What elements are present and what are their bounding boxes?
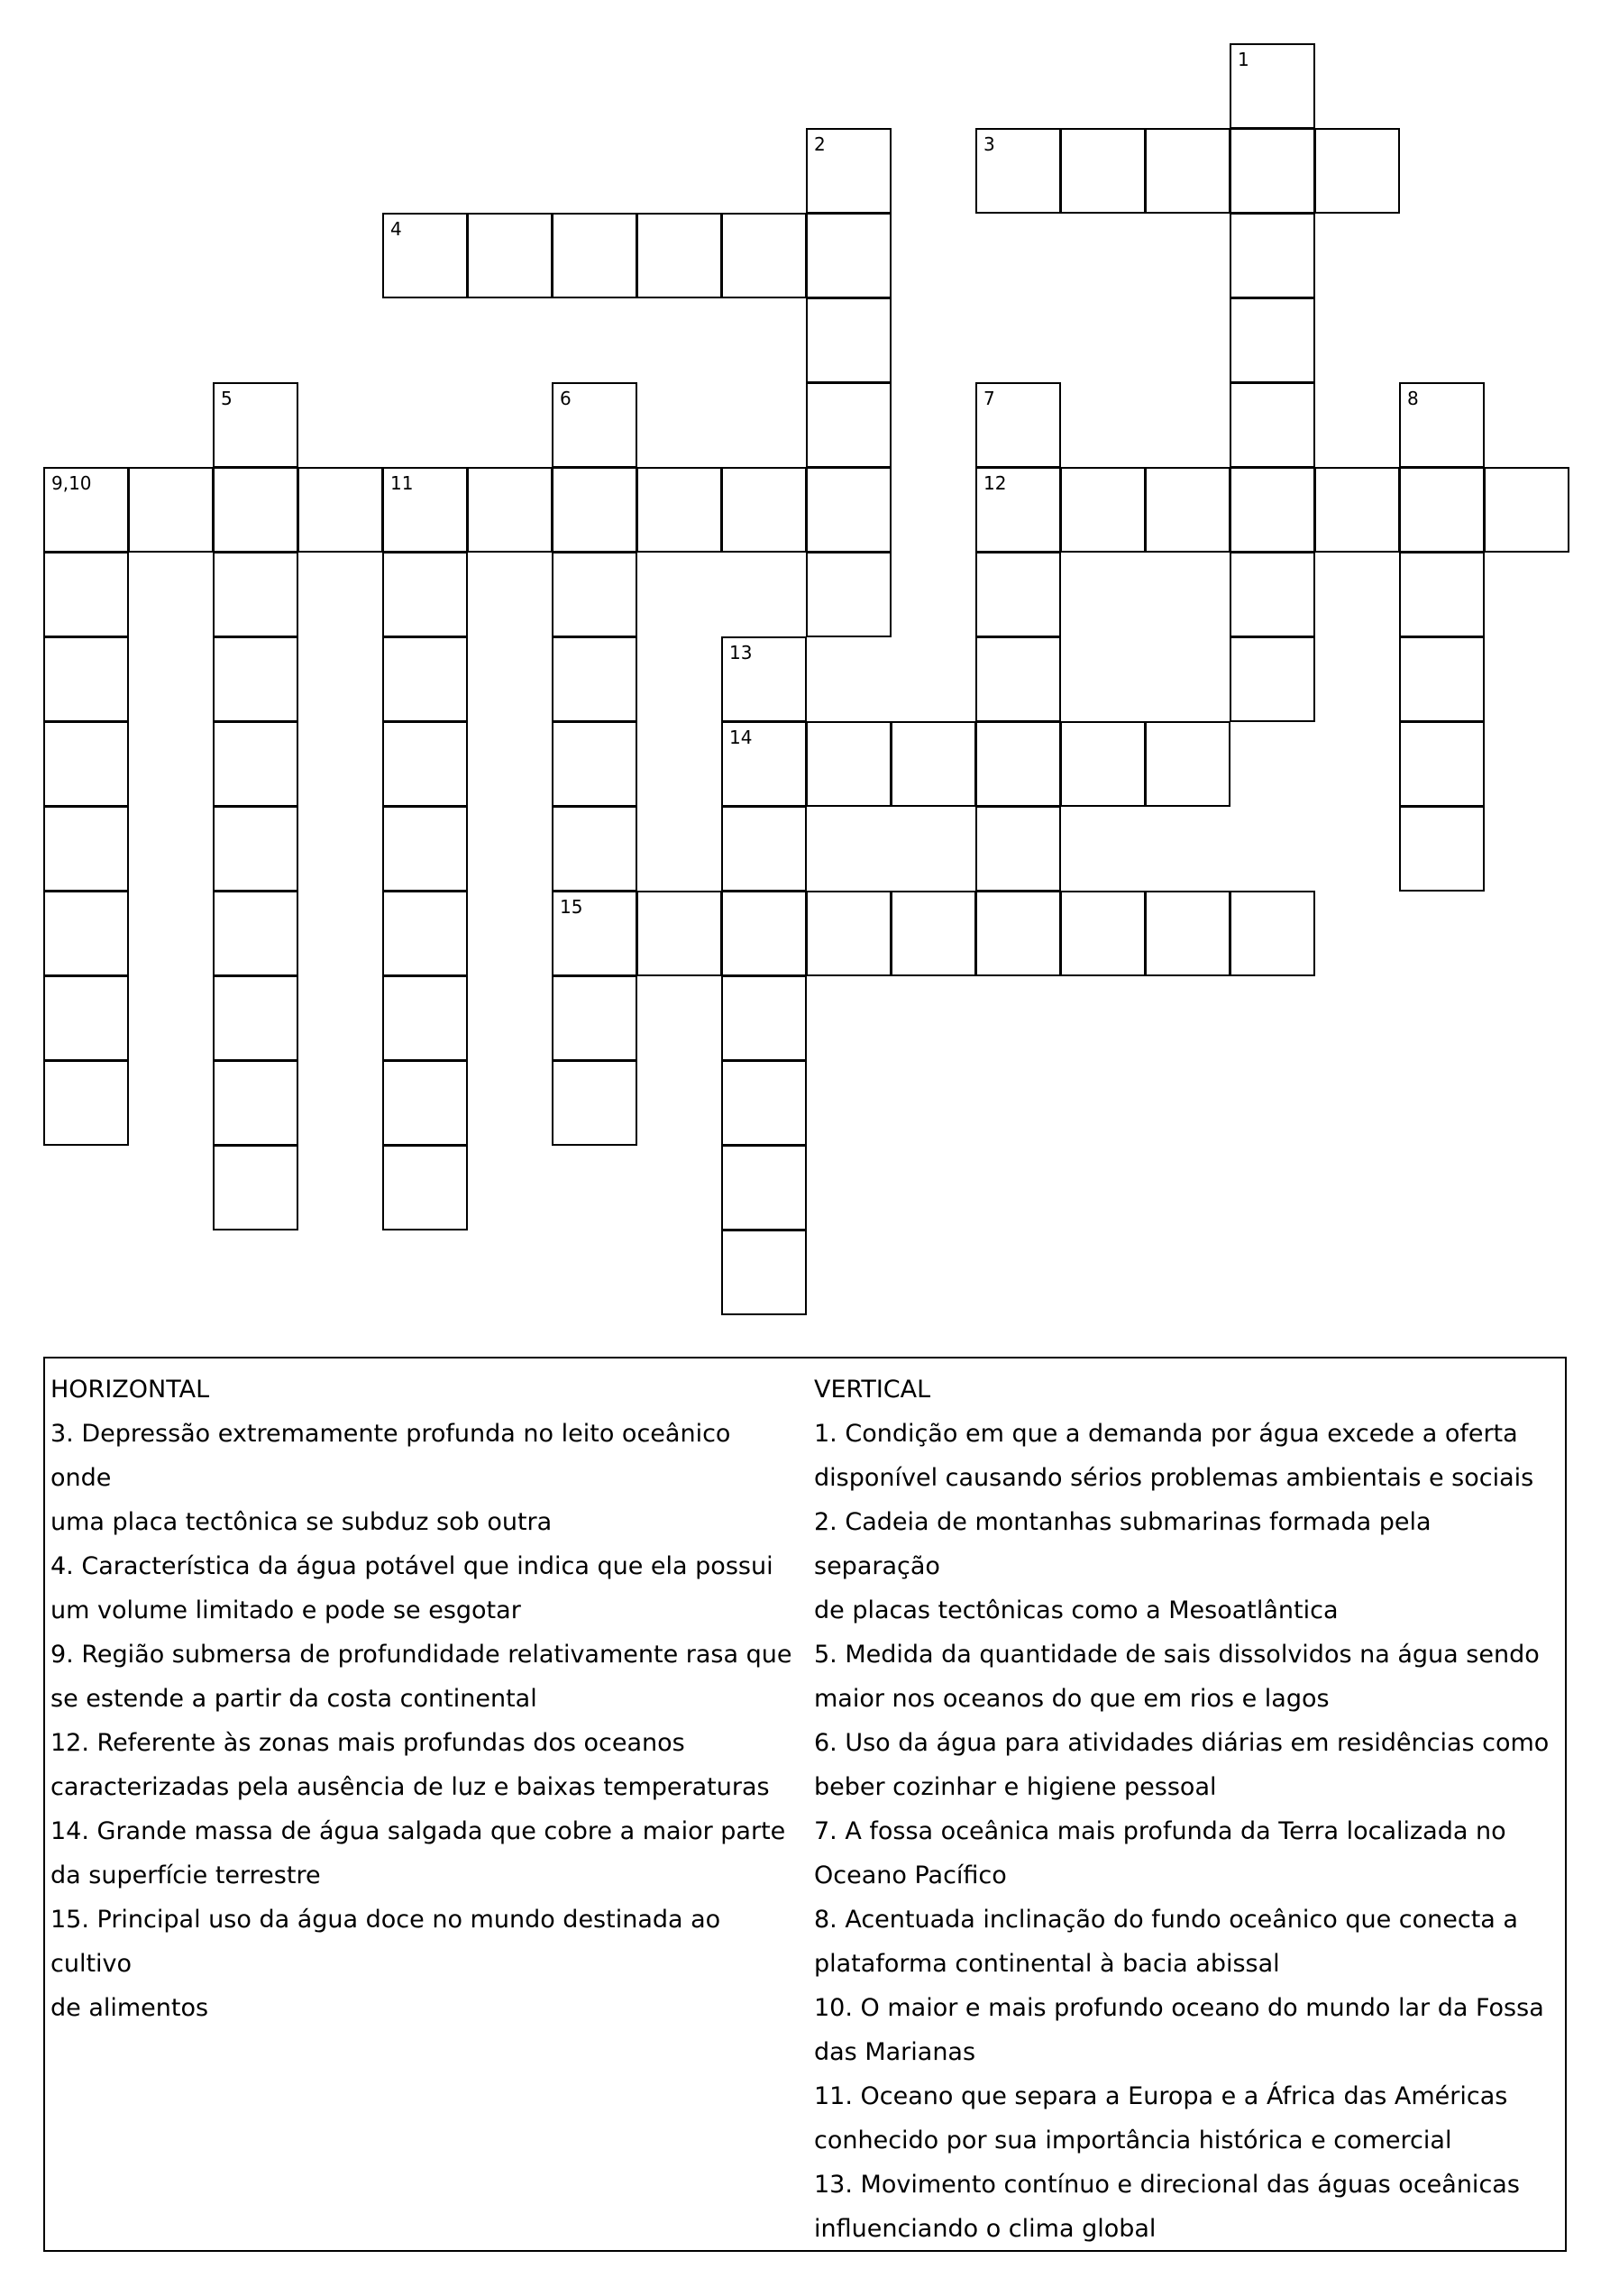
grid-cell[interactable]	[1230, 297, 1315, 383]
clue-line: 11. Oceano que separa a Europa e a África das Américas	[814, 2082, 1508, 2110]
clue-line: plataforma continental à bacia abissal	[814, 1950, 1280, 1978]
grid-cell[interactable]	[552, 975, 637, 1061]
grid-cell[interactable]	[552, 636, 637, 722]
clue-line: se estende a partir da costa continental	[50, 1685, 537, 1713]
grid-cell[interactable]	[213, 975, 298, 1061]
grid-cell[interactable]	[1145, 721, 1230, 807]
grid-cell[interactable]	[721, 891, 807, 976]
grid-cell[interactable]	[43, 1060, 129, 1146]
clues-panel	[43, 1357, 1567, 2252]
grid-cell[interactable]	[721, 975, 807, 1061]
grid-cell[interactable]	[1399, 806, 1485, 892]
grid-cell[interactable]	[975, 552, 1061, 637]
grid-cell[interactable]	[806, 721, 892, 807]
grid-cell[interactable]	[213, 1060, 298, 1146]
grid-cell[interactable]	[975, 891, 1061, 976]
grid-cell[interactable]	[552, 1060, 637, 1146]
grid-cell[interactable]	[1145, 467, 1230, 553]
grid-cell[interactable]	[721, 636, 807, 722]
clue-line: 6. Uso da água para atividades diárias em residências como	[814, 1729, 1550, 1757]
grid-cell[interactable]	[382, 1145, 468, 1230]
horizontal-heading: HORIZONTAL	[50, 1376, 210, 1404]
grid-cell[interactable]	[297, 467, 383, 553]
grid-cell[interactable]	[975, 636, 1061, 722]
grid-cell[interactable]	[213, 806, 298, 892]
grid-cell[interactable]	[1230, 382, 1315, 468]
grid-cell[interactable]	[213, 382, 298, 468]
grid-cell[interactable]	[213, 721, 298, 807]
grid-cell[interactable]	[1230, 43, 1315, 129]
grid-cell[interactable]	[552, 213, 637, 298]
grid-cell[interactable]	[721, 806, 807, 892]
clue-number: 11	[390, 472, 414, 494]
clue-number: 8	[1407, 388, 1419, 409]
clue-line: influenciando o clima global	[814, 2215, 1157, 2243]
grid-cell[interactable]	[1060, 128, 1146, 214]
grid-cell[interactable]	[1399, 636, 1485, 722]
clue-line: da superfície terrestre	[50, 1861, 321, 1889]
grid-cell[interactable]	[382, 552, 468, 637]
grid-cell[interactable]	[382, 1060, 468, 1146]
grid-cell[interactable]	[382, 975, 468, 1061]
grid-cell[interactable]	[552, 806, 637, 892]
grid-cell[interactable]	[721, 213, 807, 298]
clue-number: 6	[560, 388, 572, 409]
grid-cell[interactable]	[213, 891, 298, 976]
clue-line: de placas tectônicas como a Mesoatlântica	[814, 1596, 1339, 1624]
clue-line: 15. Principal uso da água doce no mundo destinada ao cultivo	[50, 1906, 721, 1978]
clue-line: beber cozinhar e higiene pessoal	[814, 1773, 1217, 1801]
grid-cell[interactable]	[806, 891, 892, 976]
grid-cell[interactable]	[721, 1230, 807, 1315]
grid-cell[interactable]	[382, 721, 468, 807]
grid-cell[interactable]	[382, 213, 468, 298]
clue-number: 14	[729, 727, 753, 748]
vertical-clues	[814, 1368, 1562, 2251]
clue-number: 2	[814, 133, 826, 155]
grid-cell[interactable]	[552, 721, 637, 807]
clue-line: 12. Referente às zonas mais profundas dos oceanos	[50, 1729, 685, 1757]
clue-line: 14. Grande massa de água salgada que cobre a maior parte	[50, 1817, 786, 1845]
grid-cell[interactable]	[1399, 552, 1485, 637]
clue-line: 7. A fossa oceânica mais profunda da Terra localizada no	[814, 1817, 1506, 1845]
grid-cell[interactable]	[552, 891, 637, 976]
grid-cell[interactable]	[382, 467, 468, 553]
clue-line: das Marianas	[814, 2038, 976, 2066]
grid-cell[interactable]	[636, 891, 722, 976]
grid-cell[interactable]	[213, 467, 298, 553]
grid-cell[interactable]	[721, 467, 807, 553]
clue-line: 2. Cadeia de montanhas submarinas formada pela separação	[814, 1508, 1432, 1580]
grid-cell[interactable]	[1060, 467, 1146, 553]
clue-line: 8. Acentuada inclinação do fundo oceânico que conecta a	[814, 1906, 1518, 1934]
clue-number: 5	[221, 388, 233, 409]
clue-line: conhecido por sua importância histórica e comercial	[814, 2127, 1452, 2154]
grid-cell[interactable]	[1230, 213, 1315, 298]
clue-line: disponível causando sérios problemas ambientais e sociais	[814, 1464, 1534, 1492]
clue-line: caracterizadas pela ausência de luz e baixas temperaturas	[50, 1773, 770, 1801]
grid-cell[interactable]	[1314, 467, 1400, 553]
grid-cell[interactable]	[213, 1145, 298, 1230]
grid-cell[interactable]	[636, 213, 722, 298]
clue-line: 10. O maior e mais profundo oceano do mundo lar da Fossa	[814, 1994, 1544, 2022]
clue-line: maior nos oceanos do que em rios e lagos	[814, 1685, 1330, 1713]
clue-number: 12	[983, 472, 1007, 494]
grid-cell[interactable]	[43, 467, 129, 553]
grid-cell[interactable]	[806, 382, 892, 468]
grid-cell[interactable]	[382, 636, 468, 722]
clue-number: 3	[983, 133, 995, 155]
clue-number: 15	[560, 896, 583, 918]
clue-number: 13	[729, 642, 753, 663]
grid-cell[interactable]	[806, 467, 892, 553]
grid-cell[interactable]	[552, 467, 637, 553]
clue-number: 7	[983, 388, 995, 409]
grid-cell[interactable]	[1060, 891, 1146, 976]
grid-cell[interactable]	[1399, 721, 1485, 807]
grid-cell[interactable]	[1484, 467, 1569, 553]
grid-cell[interactable]	[721, 721, 807, 807]
grid-cell[interactable]	[43, 806, 129, 892]
grid-cell[interactable]	[43, 552, 129, 637]
grid-cell[interactable]	[891, 721, 976, 807]
grid-cell[interactable]	[891, 891, 976, 976]
grid-cell[interactable]	[806, 297, 892, 383]
clue-line: 4. Característica da água potável que indica que ela possui	[50, 1552, 773, 1580]
grid-cell[interactable]	[721, 1060, 807, 1146]
grid-cell[interactable]	[1230, 636, 1315, 722]
grid-cell[interactable]	[1230, 891, 1315, 976]
grid-cell[interactable]	[552, 382, 637, 468]
grid-cell[interactable]	[806, 213, 892, 298]
grid-cell[interactable]	[43, 636, 129, 722]
clue-line: 5. Medida da quantidade de sais dissolvidos na água sendo	[814, 1641, 1540, 1669]
clue-number: 9,10	[51, 472, 92, 494]
horizontal-clues	[50, 1368, 799, 2030]
grid-cell[interactable]	[1060, 721, 1146, 807]
grid-cell[interactable]	[975, 128, 1061, 214]
clue-number: 4	[390, 218, 402, 240]
grid-cell[interactable]	[1230, 128, 1315, 214]
grid-cell[interactable]	[721, 1145, 807, 1230]
grid-cell[interactable]	[1314, 128, 1400, 214]
clue-line: 1. Condição em que a demanda por água excede a oferta	[814, 1420, 1518, 1448]
clue-line: um volume limitado e pode se esgotar	[50, 1596, 521, 1624]
clue-line: 9. Região submersa de profundidade relativamente rasa que	[50, 1641, 792, 1669]
clue-number: 1	[1238, 49, 1249, 70]
grid-cell[interactable]	[806, 552, 892, 637]
clue-line: 3. Depressão extremamente profunda no leito oceânico onde	[50, 1420, 731, 1492]
grid-cell[interactable]	[1399, 382, 1485, 468]
clue-line: uma placa tectônica se subduz sob outra	[50, 1508, 553, 1536]
grid-cell[interactable]	[382, 891, 468, 976]
grid-cell[interactable]	[975, 467, 1061, 553]
grid-cell[interactable]	[806, 128, 892, 214]
clue-line: Oceano Pacífico	[814, 1861, 1007, 1889]
grid-cell[interactable]	[43, 975, 129, 1061]
grid-cell[interactable]	[1230, 552, 1315, 637]
grid-cell[interactable]	[213, 552, 298, 637]
clue-line: 13. Movimento contínuo e direcional das águas oceânicas	[814, 2171, 1520, 2199]
grid-cell[interactable]	[636, 467, 722, 553]
grid-cell[interactable]	[467, 467, 553, 553]
grid-cell[interactable]	[552, 552, 637, 637]
grid-cell[interactable]	[975, 382, 1061, 468]
vertical-heading: VERTICAL	[814, 1376, 931, 1404]
grid-cell[interactable]	[43, 891, 129, 976]
clue-line: de alimentos	[50, 1994, 209, 2022]
grid-cell[interactable]	[975, 806, 1061, 892]
grid-cell[interactable]	[382, 806, 468, 892]
grid-cell[interactable]	[1145, 891, 1230, 976]
grid-cell[interactable]	[128, 467, 214, 553]
grid-cell[interactable]	[213, 636, 298, 722]
grid-cell[interactable]	[1230, 467, 1315, 553]
grid-cell[interactable]	[467, 213, 553, 298]
grid-cell[interactable]	[43, 721, 129, 807]
grid-cell[interactable]	[1145, 128, 1230, 214]
grid-cell[interactable]	[975, 721, 1061, 807]
grid-cell[interactable]	[1399, 467, 1485, 553]
